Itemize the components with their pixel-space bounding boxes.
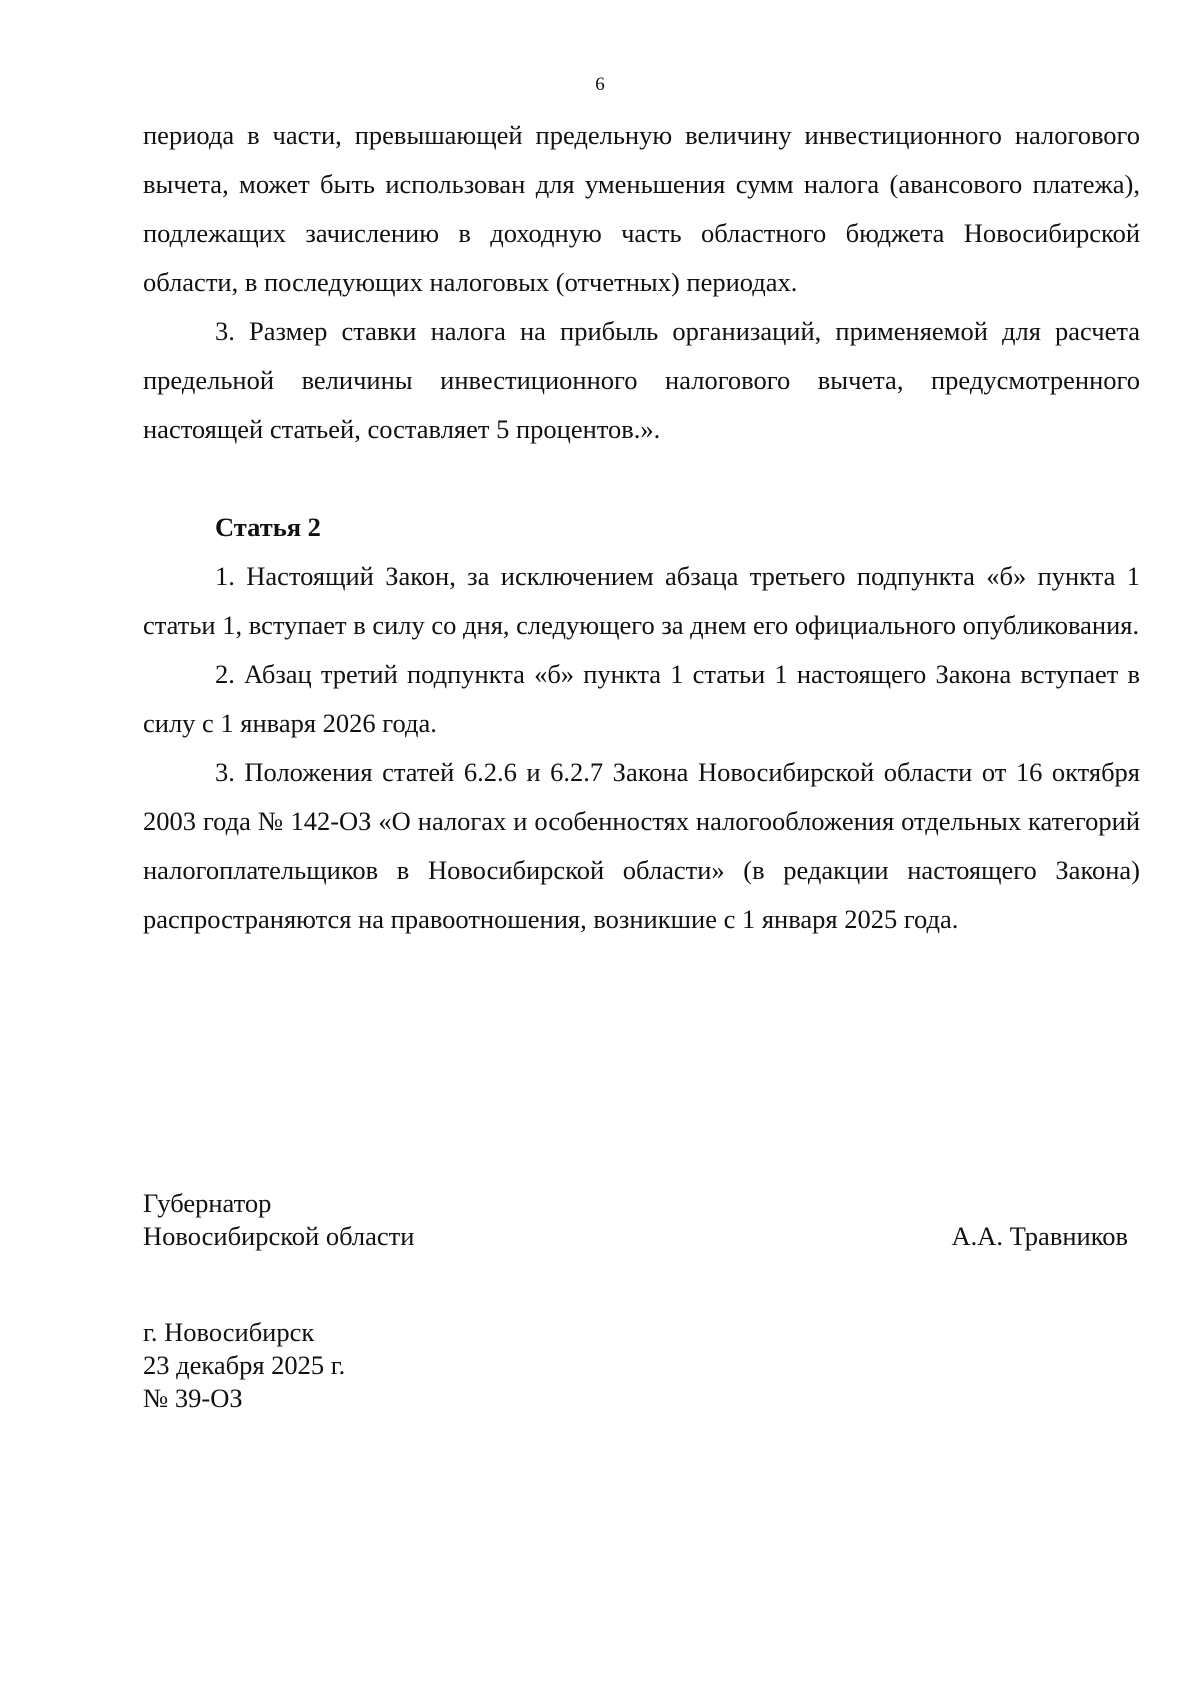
law-number: № 39-ОЗ — [143, 1383, 243, 1413]
place-city: г. Новосибирск — [143, 1317, 315, 1347]
law-date: 23 декабря 2025 г. — [143, 1350, 346, 1380]
article-2-point-3: 3. Положения статей 6.2.6 и 6.2.7 Закона Новосибирской области от 16 октября 2003 года № 142-ОЗ «О налогах и особенностях налогообложения отдельных категорий налогоплательщиков в Новосибирской области» (в редакции настоящего Закона) распространяются на правоотношения, возникшие с 1 января 2025 года. — [143, 757, 1140, 934]
document-body — [143, 111, 1140, 944]
article-title: Статья 2 — [215, 512, 321, 542]
article-2-point-2: 2. Абзац третий подпункта «б» пункта 1 статьи 1 настоящего Закона вступает в силу с 1 января 2026 года. — [143, 659, 1140, 738]
signature-block — [143, 1187, 1128, 1253]
signer-position-line1: Губернатор — [143, 1188, 272, 1218]
page-number: 6 — [595, 74, 605, 95]
paragraph-rate: 3. Размер ставки налога на прибыль организаций, применяемой для расчета предельной величины инвестиционного налогового вычета, предусмотренного настоящей статьей, составляет 5 процентов.». — [143, 316, 1140, 444]
signer-position-line2: Новосибирской области — [143, 1221, 415, 1251]
paragraph-continuation: периода в части, превышающей предельную величину инвестиционного налогового вычета, может быть использован для уменьшения сумм налога (авансового платежа), подлежащих зачислению в доходную часть областного бюджета Новосибирской области, в последующих налоговых (отчетных) периодах. — [143, 120, 1140, 297]
place-date-block — [143, 1316, 345, 1415]
article-2-point-1: 1. Настоящий Закон, за исключением абзаца третьего подпункта «б» пункта 1 статьи 1, вступает в силу со дня, следующего за днем его официального опубликования. — [143, 561, 1140, 640]
signer-name: А.А. Травников — [951, 1221, 1128, 1251]
